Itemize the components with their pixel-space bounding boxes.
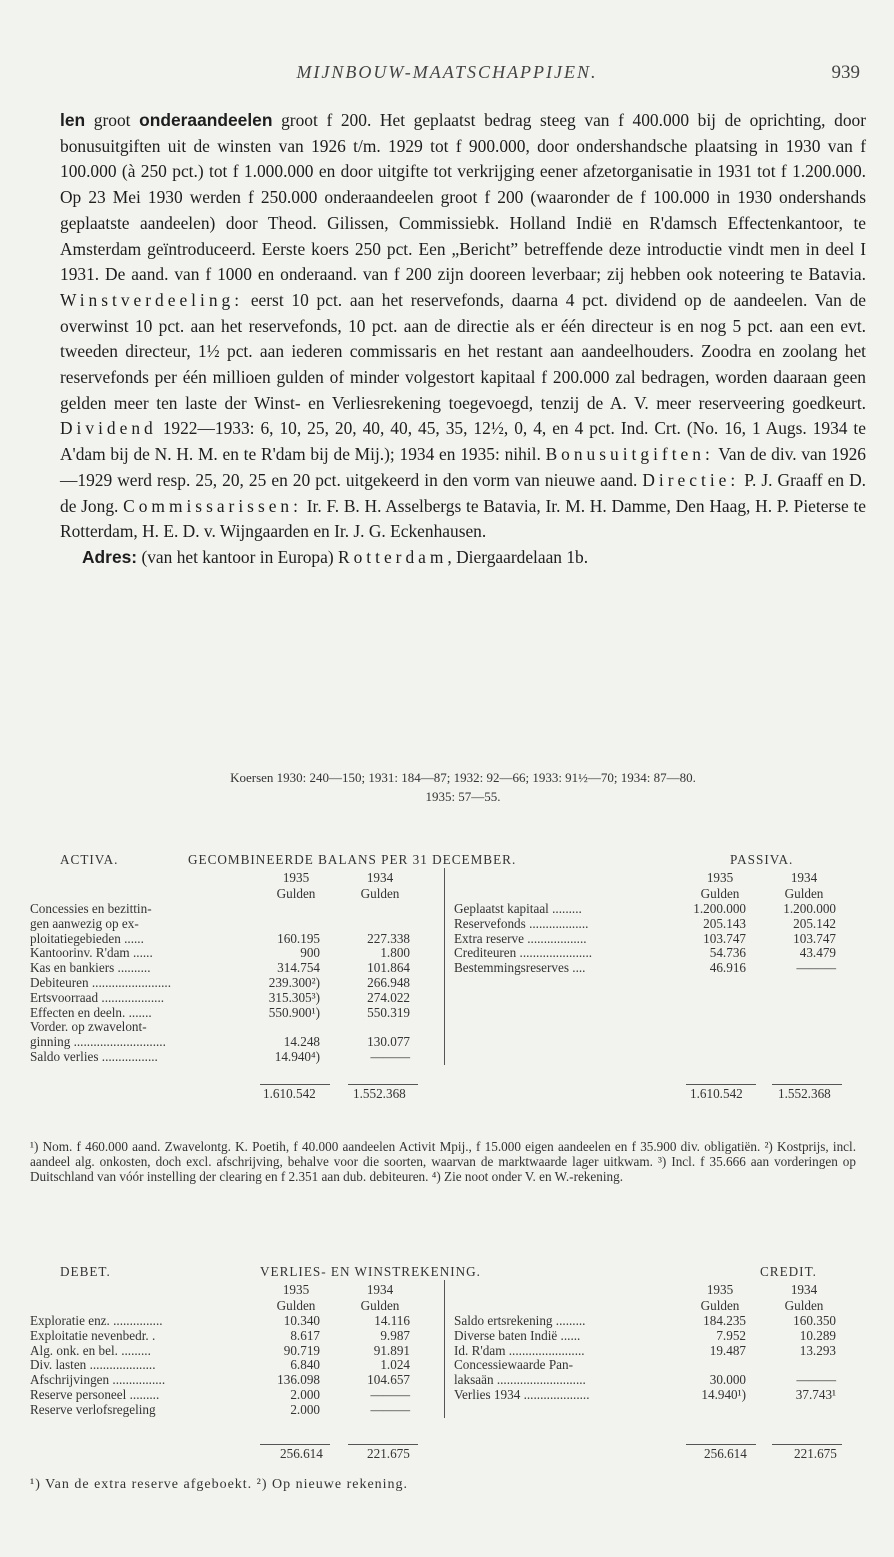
koersen-line: Koersen 1930: 240—150; 1931: 184—87; 1932: 92—66; 1933: 91½—70; 1934: 87—80. (230, 770, 696, 785)
text-segment: 1922—1933: 6, 10, 25, 20, 40, 40, 45, 35, 12½, 0, 4, en 4 pct. Ind. Crt. (No. 16, 1 Augs. 1934 te A'dam bij de N. H. M. en te R'dam bij de Mij.); 1934 en 1935: nihil. (60, 418, 866, 465)
directie-label: Directie: (642, 469, 740, 490)
row-value-1935: 314.754 (277, 960, 320, 976)
row-label: ploitatiegebieden ...... (30, 930, 144, 946)
koersen-line: 1935: 57—55. (425, 789, 501, 804)
unit-label: Gulden (784, 1298, 824, 1313)
table-row (30, 1020, 864, 1035)
row-label: Kantoorinv. R'dam ...... (30, 945, 153, 961)
row-value-1934: 9.987 (380, 1327, 410, 1343)
row-label: Saldo verlies ................. (30, 1048, 158, 1064)
row-value-1934: 43.479 (799, 945, 836, 961)
row-value-1935: 8.617 (290, 1327, 320, 1343)
row-value-1934: 10.289 (799, 1327, 836, 1343)
row-label: Concessiewaarde Pan- (454, 1357, 574, 1373)
adres-city: Rotterdam (338, 546, 448, 567)
row-value-1935: 10.340 (283, 1313, 320, 1328)
row-label: Effecten en deeln. ....... (30, 1004, 152, 1020)
year-label: 1934 (790, 870, 818, 885)
page-number: 939 (831, 62, 860, 83)
row-label: Bestemmingsreserves .... (454, 960, 586, 976)
row-label: ginning ............................ (30, 1034, 166, 1050)
pl-footnotes: ¹) Van de extra reserve afgeboekt. ²) Op nieuwe rekening. (30, 1477, 409, 1492)
row-label: Id. R'dam ....................... (454, 1342, 585, 1358)
row-label: Div. lasten .................... (30, 1357, 156, 1373)
row-value-1935: 160.195 (277, 930, 320, 946)
pl-totals (30, 1436, 864, 1461)
table-row (30, 976, 864, 991)
row-value-1935: 14.940¹) (701, 1386, 746, 1402)
text-segment: groot (85, 110, 140, 130)
year-label: 1935 (282, 1282, 310, 1297)
row-label: Exploratie enz. ............... (30, 1313, 163, 1328)
description-paragraph (60, 108, 866, 545)
row-label: gen aanwezig op ex- (30, 915, 139, 931)
text-segment: Ir. F. B. H. Asselbergs te Batavia, Ir. M. H. Damme, Den Haag, H. P. Pieterse te Rotterdam, H. E. D. v. Wijngaarden en Ir. J. G. Eckenhausen. (60, 495, 866, 542)
balance-title: GECOMBINEERDE BALANS PER 31 DECEMBER. (188, 852, 517, 867)
row-label: Afschrijvingen ................ (30, 1372, 166, 1388)
row-value-1935: 7.952 (716, 1327, 746, 1343)
year-row (30, 870, 864, 886)
unit-row (30, 886, 864, 902)
text-segment: groot f 200. Het geplaatst bedrag steeg van f 400.000 bij de oprichting, door bonusuitgiften uit de winsten van 1926 t/m. 1929 tot f 900.000, door ondershandsche plaatsing in 1930 van f 100.000 (à 250 pct.) tot f 1.000.000 en door uitgifte tot verkrijging eener afzetorganisatie in 1931 tot f 1.200.000. Op 23 Mei 1930 werden f 250.000 onderaandeelen groot f 200 (waaronder de f 100.000 in 1930 ondershands geplaatste aandeelen) door Theod. Gilissen, Commissiebk. Holland Indië en R'damsch Effectenkantoor, te Amsterdam geïntroduceerd. Eerste koers 250 pct. Een „Bericht” betreffende deze introductie vindt men in deel I 1931. De aand. van f 1000 en onderaand. van f 200 zijn dooreen leverbaar; zij hebben ook noteering te Batavia. (60, 110, 867, 285)
credit-heading: CREDIT. (760, 1264, 817, 1279)
row-label: Crediteuren ...................... (454, 945, 593, 961)
row-value-1935: 184.235 (703, 1313, 746, 1328)
row-label: Debiteuren ........................ (30, 974, 172, 990)
total-value: 256.614 (280, 1446, 323, 1461)
row-value-1934: 266.948 (367, 974, 410, 990)
table-row (30, 1403, 864, 1418)
column-divider (444, 1280, 445, 1418)
row-value-1935: 2.000 (290, 1401, 320, 1417)
row-value-1935: 14.248 (283, 1034, 320, 1050)
row-value-1935: 19.487 (709, 1342, 746, 1358)
row-value-1934: 130.077 (367, 1034, 410, 1050)
row-value-1934: ——— (370, 1048, 410, 1064)
year-label: 1934 (790, 1282, 818, 1297)
row-label: Ertsvoorraad ................... (30, 989, 165, 1005)
balance-footnotes: ¹) Nom. f 460.000 aand. Zwavelontg. K. Poetih, f 40.000 aandeelen Activit Mpij., f 15.000 eigen aandeelen en f 35.900 div. obligatiën. ²) Kostprijs, incl. aandeel alg. onkosten, doch excl. afschrijving, behalve voor die soorten, waarvan de marktwaarde lager uitkwam. ³) Incl. f 35.666 aan vorderingen op Duitschland van vóór instelling der clearing en f 2.351 aan dub. debiteuren. ⁴) Zie noot onder V. en W.-rekening. (30, 1139, 856, 1184)
unit-row (30, 1298, 864, 1314)
year-label: 1935 (282, 870, 310, 885)
row-value-1934: 103.747 (793, 930, 836, 946)
table-row (30, 917, 864, 932)
total-value: 256.614 (704, 1446, 747, 1461)
pl-rows (30, 1314, 864, 1436)
row-value-1934: 104.657 (367, 1372, 410, 1388)
row-label: Geplaatst kapitaal ......... (454, 901, 582, 916)
year-row (30, 1282, 864, 1298)
text-segment: eerst 10 pct. aan het reservefonds, daarna 4 pct. dividend op de aandeelen. Van de overwinst 10 pct. aan het reservefonds, 10 pct. aan de directie als er één directeur is en nog 5 pct. aan een evt. tweeden directeur, 1½ pct. aan iederen commissaris en het restant aan aandeelhouders. Zoodra en zoolang het reservefonds per één millioen gulden of minder volgestort kapitaal f 200.000 zal bedragen, worden daaraan geen gelden meer ten laste der Winst- en Verliesrekening toegevoegd, tenzij de A. V. meer reserveering goedkeurt. (60, 289, 866, 413)
unit-label: Gulden (700, 886, 740, 901)
row-label: Saldo ertsrekening ......... (454, 1313, 586, 1328)
table-row (30, 902, 864, 917)
winstverdeeling-label: Winstverdeeling: (60, 289, 244, 310)
row-label: Alg. onk. en bel. ......... (30, 1342, 151, 1358)
running-title: MIJNBOUW-MAATSCHAPPIJEN. (296, 62, 598, 82)
balance-totals (30, 1080, 864, 1100)
passiva-heading: PASSIVA. (730, 852, 794, 867)
row-label: Vorder. op zwavelont- (30, 1019, 147, 1035)
row-value-1934: 274.022 (367, 989, 410, 1005)
onderaandeelen-term: onderaandeelen (139, 110, 273, 130)
row-value-1934: 101.864 (367, 960, 410, 976)
unit-label: Gulden (276, 1298, 316, 1313)
address-paragraph (60, 545, 866, 571)
table-row (30, 1358, 864, 1373)
row-value-1935: 54.736 (709, 945, 746, 961)
adres-label: Adres: (82, 546, 138, 567)
table-row (30, 961, 864, 976)
text-segment: (van het kantoor in Europa) (137, 546, 338, 567)
row-value-1934: 1.200.000 (783, 901, 836, 916)
total-value: 1.610.542 (263, 1086, 316, 1101)
table-row (30, 1006, 864, 1021)
text-segment: P. J. Graaff en D. de Jong. (60, 469, 866, 516)
table-row (30, 1329, 864, 1344)
total-value: 1.610.542 (690, 1086, 743, 1101)
pl-heading (30, 1264, 864, 1282)
table-row (30, 932, 864, 947)
text-segment: , Diergaardelaan 1b. (447, 546, 589, 567)
table-row (30, 1050, 864, 1065)
row-value-1935: 2.000 (290, 1386, 320, 1402)
row-value-1935: 90.719 (283, 1342, 320, 1358)
unit-label: Gulden (360, 1298, 400, 1313)
row-value-1934: 91.891 (373, 1342, 410, 1358)
unit-label: Gulden (276, 886, 316, 901)
balance-heading (30, 852, 864, 870)
total-value: 221.675 (794, 1446, 837, 1461)
row-value-1934: 1.024 (380, 1357, 410, 1373)
unit-label: Gulden (360, 886, 400, 901)
dividend-label: Dividend (60, 418, 157, 439)
year-label: 1934 (366, 870, 394, 885)
pl-title: VERLIES- EN WINSTREKENING. (260, 1264, 481, 1279)
table-row (30, 1035, 864, 1050)
commissarissen-label: Commissarissen: (123, 495, 302, 516)
row-value-1935: 103.747 (703, 930, 746, 946)
row-value-1935: 315.305³) (268, 989, 320, 1005)
row-value-1934: 14.116 (374, 1313, 410, 1328)
column-divider (444, 868, 445, 1065)
row-value-1934: 227.338 (367, 930, 410, 946)
row-label: Exploitatie nevenbedr. . (30, 1327, 156, 1343)
row-label: laksaän ........................... (454, 1372, 586, 1388)
row-value-1934: 37.743¹ (795, 1386, 836, 1402)
row-value-1934: 1.800 (380, 945, 410, 961)
bonusuitgiften-label: Bonusuitgiften: (545, 444, 714, 465)
profit-loss-account (30, 1264, 864, 1461)
row-value-1934: 13.293 (799, 1342, 836, 1358)
row-value-1935: 136.098 (277, 1372, 320, 1388)
activa-heading: ACTIVA. (60, 852, 119, 867)
debet-heading: DEBET. (60, 1264, 111, 1279)
year-label: 1935 (706, 870, 734, 885)
row-label: Verlies 1934 .................... (454, 1386, 590, 1402)
koersen-block (60, 768, 866, 806)
row-value-1935: 30.000 (709, 1372, 746, 1388)
text-segment: Van de div. van 1926—1929 werd resp. 25, 20, 25 en 20 pct. uitgekeerd in den vorm van nieuwe aand. (60, 444, 866, 490)
row-label: Reserve verlofsregeling (30, 1401, 156, 1417)
row-value-1934: ——— (370, 1386, 410, 1402)
row-value-1934: 160.350 (793, 1313, 836, 1328)
table-row (30, 1373, 864, 1388)
row-label: Diverse baten Indië ...... (454, 1327, 581, 1343)
balance-rows (30, 902, 864, 1080)
total-value: 1.552.368 (353, 1086, 406, 1101)
unit-label: Gulden (784, 886, 824, 901)
table-row (30, 1314, 864, 1329)
row-value-1934: ——— (796, 960, 836, 976)
table-row (30, 1344, 864, 1359)
unit-label: Gulden (700, 1298, 740, 1313)
row-label: Reservefonds .................. (454, 915, 589, 931)
row-value-1935: 239.300²) (268, 974, 320, 990)
year-label: 1935 (706, 1282, 734, 1297)
row-value-1934: 550.319 (367, 1004, 410, 1020)
row-value-1934: ——— (370, 1401, 410, 1417)
total-value: 221.675 (367, 1446, 410, 1461)
row-value-1934: 205.142 (793, 915, 836, 931)
total-value: 1.552.368 (778, 1086, 831, 1101)
row-value-1935: 900 (300, 945, 320, 961)
row-value-1935: 1.200.000 (693, 901, 746, 916)
row-value-1935: 46.916 (709, 960, 746, 976)
table-row (30, 991, 864, 1006)
row-value-1935: 205.143 (703, 915, 746, 931)
table-row (30, 1388, 864, 1403)
row-label: Kas en bankiers .......... (30, 960, 151, 976)
row-label: Extra reserve .................. (454, 930, 587, 946)
row-value-1934: ——— (796, 1372, 836, 1388)
balance-sheet (30, 852, 864, 1100)
row-value-1935: 6.840 (290, 1357, 320, 1373)
table-row (30, 946, 864, 961)
row-label: Reserve personeel ......... (30, 1386, 160, 1402)
page-header (0, 62, 894, 86)
row-value-1935: 550.900¹) (268, 1004, 320, 1020)
row-label: Concessies en bezittin- (30, 901, 152, 916)
lead-word: len (60, 110, 86, 130)
row-value-1935: 14.940⁴) (274, 1048, 320, 1064)
company-description (60, 108, 866, 571)
year-label: 1934 (366, 1282, 394, 1297)
